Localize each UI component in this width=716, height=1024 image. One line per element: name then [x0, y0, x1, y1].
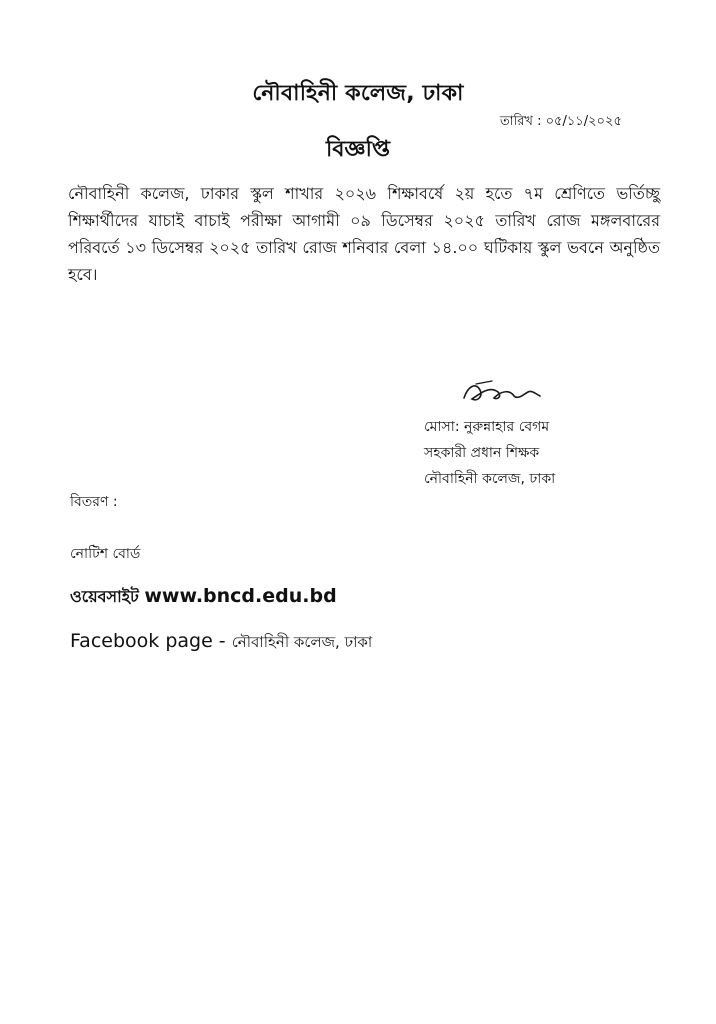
facebook-label: Facebook page - [70, 630, 226, 652]
institution-title: নৌবাহিনী কলেজ, ঢাকা [252, 81, 464, 106]
distribution-facebook [70, 630, 372, 656]
distribution-website [70, 584, 337, 611]
notice-heading: বিজ্ঞপ্তি [326, 137, 390, 162]
notice-body: নৌবাহিনী কলেজ, ঢাকার স্কুল শাখার ২০২৬ শিক্ষাবর্ষে ২য় হতে ৭ম শ্রেণিতে ভর্তিচ্ছু শিক্ষার্থীদের যাচাই বাচাই পরীক্ষা আগামী ০৯ ডিসেম্বর ২০২৫ তারিখ রোজ মঙ্গলবারের পরিবর্তে ১৩ ডিসেম্বর ২০২৫ তারিখ রোজ শনিবার বেলা ১৪.০০ ঘটিকায় স্কুল ভবনে অনুষ্ঠিত হবে। [68, 184, 660, 284]
distribution-notice-board: নোটিশ বোর্ড [70, 546, 141, 562]
signatory-name: মোসা: নুরুন্নাহার বেগম [424, 419, 550, 435]
facebook-page-name[interactable]: নৌবাহিনী কলেজ, ঢাকা [231, 633, 373, 651]
notice-date: তারিখ : ০৫/১১/২০২৫ [500, 114, 622, 129]
website-label: ওয়েবসাইট [70, 587, 139, 606]
handwritten-signature [458, 372, 548, 410]
signatory-designation: সহকারী প্রধান শিক্ষক [424, 445, 540, 461]
website-url[interactable]: www.bncd.edu.bd [144, 585, 337, 607]
signatory-institution: নৌবাহিনী কলেজ, ঢাকা [424, 471, 556, 487]
distribution-label: বিতরণ : [70, 494, 118, 510]
signatory-block [424, 414, 555, 492]
